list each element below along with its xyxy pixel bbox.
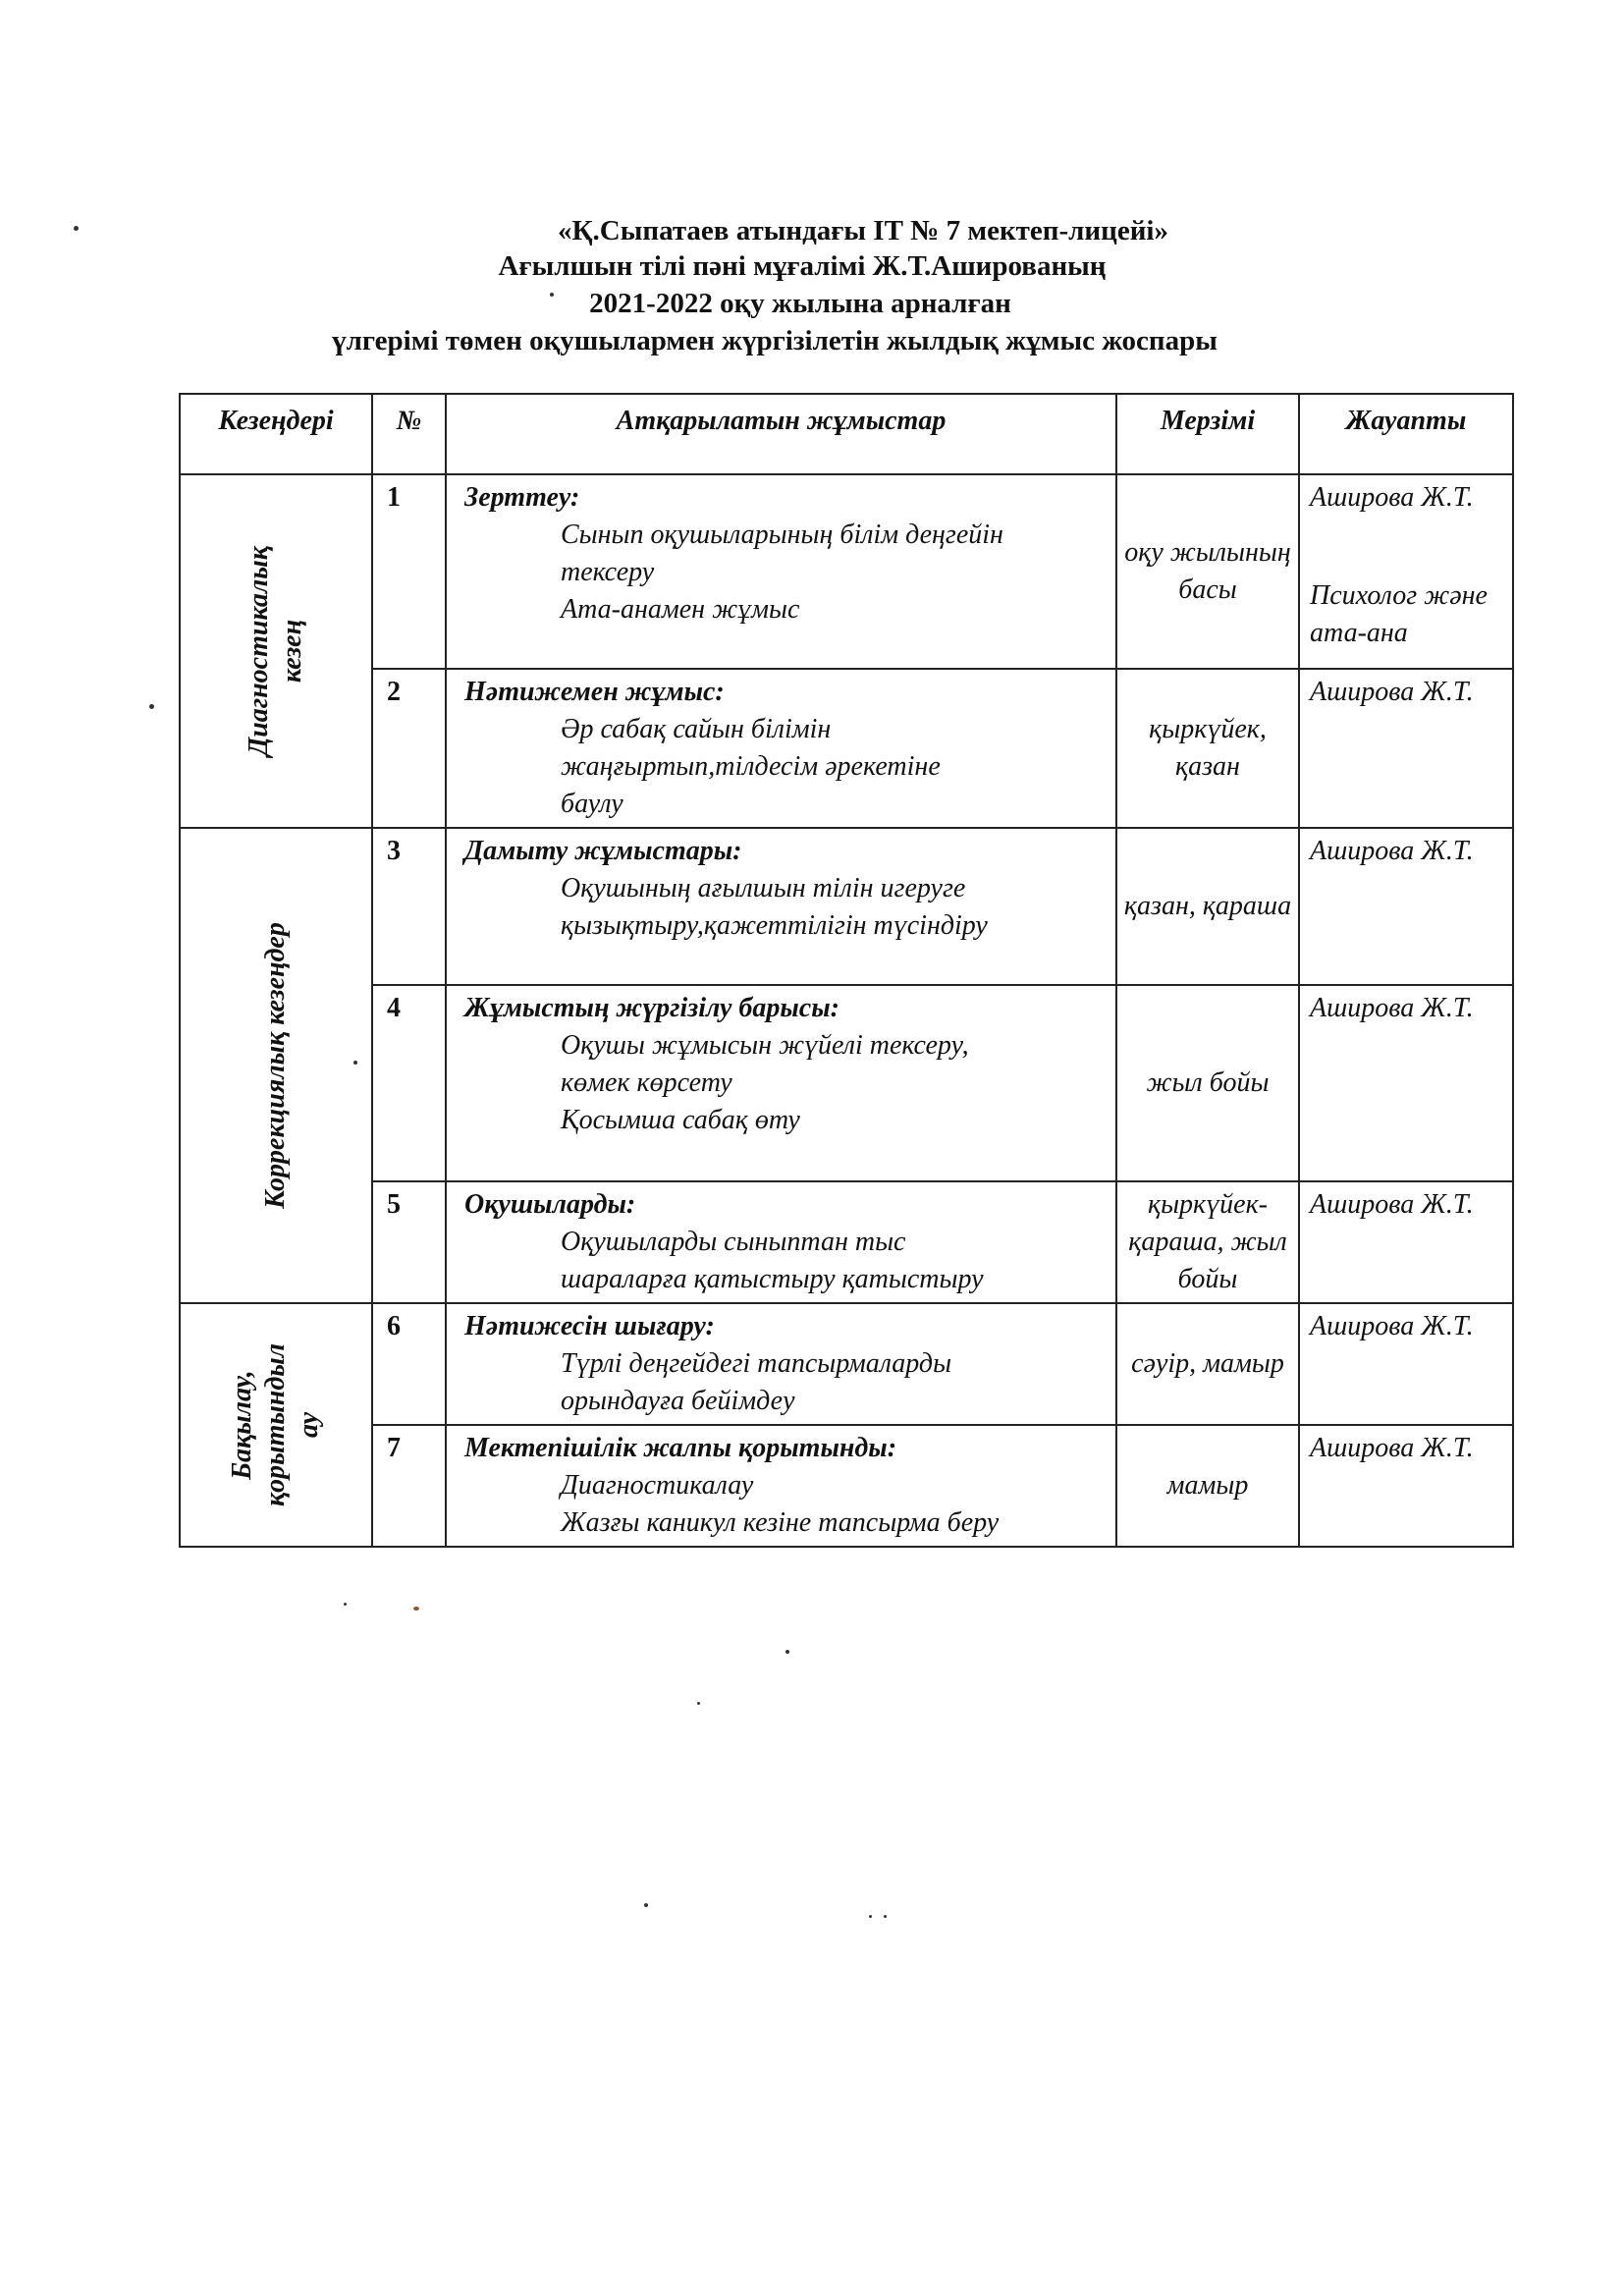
work-line: Ата-анамен жұмыс	[561, 594, 800, 625]
stage-label-line: Диагностикалық	[244, 546, 274, 756]
stage-correction	[180, 828, 372, 1303]
responsible-name: Аширова Ж.Т.	[1310, 1311, 1474, 1341]
term-cell: мамыр	[1116, 1425, 1299, 1547]
work-line: Түрлі деңгейдегі тапсырмаларды	[561, 1348, 952, 1379]
responsible-name: Аширова Ж.Т.	[1310, 836, 1474, 866]
column-header-number: №	[372, 394, 446, 474]
work-line: Диагностикалау	[561, 1470, 754, 1501]
work-cell	[446, 828, 1116, 985]
table-header-row	[180, 394, 1513, 474]
term-cell: қазан, қараша	[1116, 828, 1299, 985]
work-line: Оқушыларды сыныптан тыс	[561, 1227, 906, 1257]
responsible-cell	[1299, 1303, 1513, 1425]
work-line: Қосымша сабақ өту	[561, 1105, 800, 1135]
responsible-name: Аширова Ж.Т.	[1310, 677, 1474, 707]
work-line: орындауға бейімдеу	[561, 1386, 795, 1416]
scan-speck	[550, 293, 554, 297]
responsible-extra: Психолог және ата-ана	[1310, 580, 1488, 648]
stage-label	[243, 546, 309, 756]
row-number: 5	[372, 1181, 446, 1303]
scan-speck	[413, 1607, 419, 1611]
table-row	[180, 669, 1513, 828]
row-number: 3	[372, 828, 446, 985]
term-cell: сәуір, мамыр	[1116, 1303, 1299, 1425]
column-header-work: Атқарылатын жұмыстар	[446, 394, 1116, 474]
term-cell: жыл бойы	[1116, 985, 1299, 1181]
stage-label	[259, 922, 293, 1209]
work-line: Оқушының ағылшын тілін игеруге	[561, 873, 966, 903]
responsible-cell	[1299, 828, 1513, 985]
scan-speck	[697, 1702, 700, 1705]
responsible-cell	[1299, 669, 1513, 828]
stage-label-line: қорытындыл	[260, 1342, 291, 1507]
scan-speck	[884, 1915, 887, 1918]
term-cell: қыркүйек-қараша, жыл бойы	[1116, 1181, 1299, 1303]
stage-label-line: ау	[294, 1411, 324, 1439]
work-title: Оқушыларды:	[464, 1189, 636, 1220]
scan-speck	[869, 1915, 872, 1918]
responsible-name: Аширова Ж.Т.	[1310, 482, 1474, 513]
stage-label-line: Коррекциялық кезеңдер	[260, 922, 291, 1209]
responsible-cell	[1299, 985, 1513, 1181]
work-line: жаңғыртып,тілдесім әрекетіне	[561, 751, 941, 782]
row-number: 4	[372, 985, 446, 1181]
work-cell	[446, 1303, 1116, 1425]
work-line: қызықтыру,қажеттілігін түсіндіру	[561, 910, 988, 941]
work-cell	[446, 1181, 1116, 1303]
stage-label-line: Бақылау,	[227, 1370, 257, 1480]
column-header-responsible: Жауапты	[1299, 394, 1513, 474]
table-row	[180, 474, 1513, 669]
work-line: көмек көрсету	[561, 1067, 732, 1098]
work-cell	[446, 1425, 1116, 1547]
scan-speck	[644, 1903, 648, 1907]
table-row	[180, 985, 1513, 1181]
work-line: баулу	[561, 789, 623, 819]
work-title: Мектепішілік жалпы қорытынды:	[464, 1433, 897, 1463]
stage-label	[226, 1343, 326, 1506]
table-row	[180, 828, 1513, 985]
work-title: Нәтижемен жұмыс:	[464, 677, 725, 707]
work-line: Жазғы каникул кезіне тапсырма беру	[561, 1507, 1000, 1538]
work-cell	[446, 985, 1116, 1181]
responsible-name: Аширова Ж.Т.	[1310, 1433, 1474, 1463]
academic-year: 2021-2022 оқу жылына арналған	[589, 288, 1011, 319]
responsible-cell	[1299, 474, 1513, 669]
row-number: 6	[372, 1303, 446, 1425]
work-plan-table	[179, 393, 1514, 1548]
work-cell	[446, 669, 1116, 828]
work-line: Оқушы жұмысын жүйелі тексеру,	[561, 1030, 969, 1061]
scan-speck	[74, 226, 79, 231]
teacher-line: Ағылшын тілі пәні мұғалімі Ж.Т.Ашированың	[498, 250, 1107, 282]
plan-title: үлгерімі төмен оқушылармен жүргізілетін жылдық жұмыс жоспары	[332, 325, 1218, 356]
column-header-stage: Кезеңдері	[180, 394, 372, 474]
work-line: тексеру	[561, 557, 655, 587]
work-title: Зерттеу:	[464, 482, 580, 513]
stage-diagnostic	[180, 474, 372, 828]
responsible-cell	[1299, 1425, 1513, 1547]
work-line: шараларға қатыстыру қатыстыру	[561, 1264, 984, 1294]
responsible-name: Аширова Ж.Т.	[1310, 1189, 1474, 1220]
row-number: 1	[372, 474, 446, 669]
row-number: 2	[372, 669, 446, 828]
table-row	[180, 1425, 1513, 1547]
scan-speck	[149, 704, 154, 709]
scan-speck	[353, 1061, 357, 1065]
work-line: Сынып оқушыларының білім деңгейін	[561, 519, 1003, 550]
work-cell	[446, 474, 1116, 669]
stage-control	[180, 1303, 372, 1547]
school-name: «Қ.Сыпатаев атындағы ІТ № 7 мектеп-лицейі»	[558, 215, 1168, 246]
work-title: Нәтижесін шығару:	[464, 1311, 715, 1341]
work-title: Жұмыстың жүргізілу барысы:	[464, 993, 839, 1023]
scan-speck	[785, 1650, 789, 1654]
work-title: Дамыту жұмыстары:	[464, 836, 742, 866]
table-row	[180, 1181, 1513, 1303]
row-number: 7	[372, 1425, 446, 1547]
term-cell: оқу жылының басы	[1116, 474, 1299, 669]
column-header-term: Мерзімі	[1116, 394, 1299, 474]
responsible-name: Аширова Ж.Т.	[1310, 993, 1474, 1023]
work-line: Әр сабақ сайын білімін	[561, 714, 832, 744]
stage-label-line: кезең	[277, 619, 307, 683]
scan-speck	[344, 1603, 347, 1606]
term-cell: қыркүйек, қазан	[1116, 669, 1299, 828]
table-row	[180, 1303, 1513, 1425]
responsible-cell	[1299, 1181, 1513, 1303]
